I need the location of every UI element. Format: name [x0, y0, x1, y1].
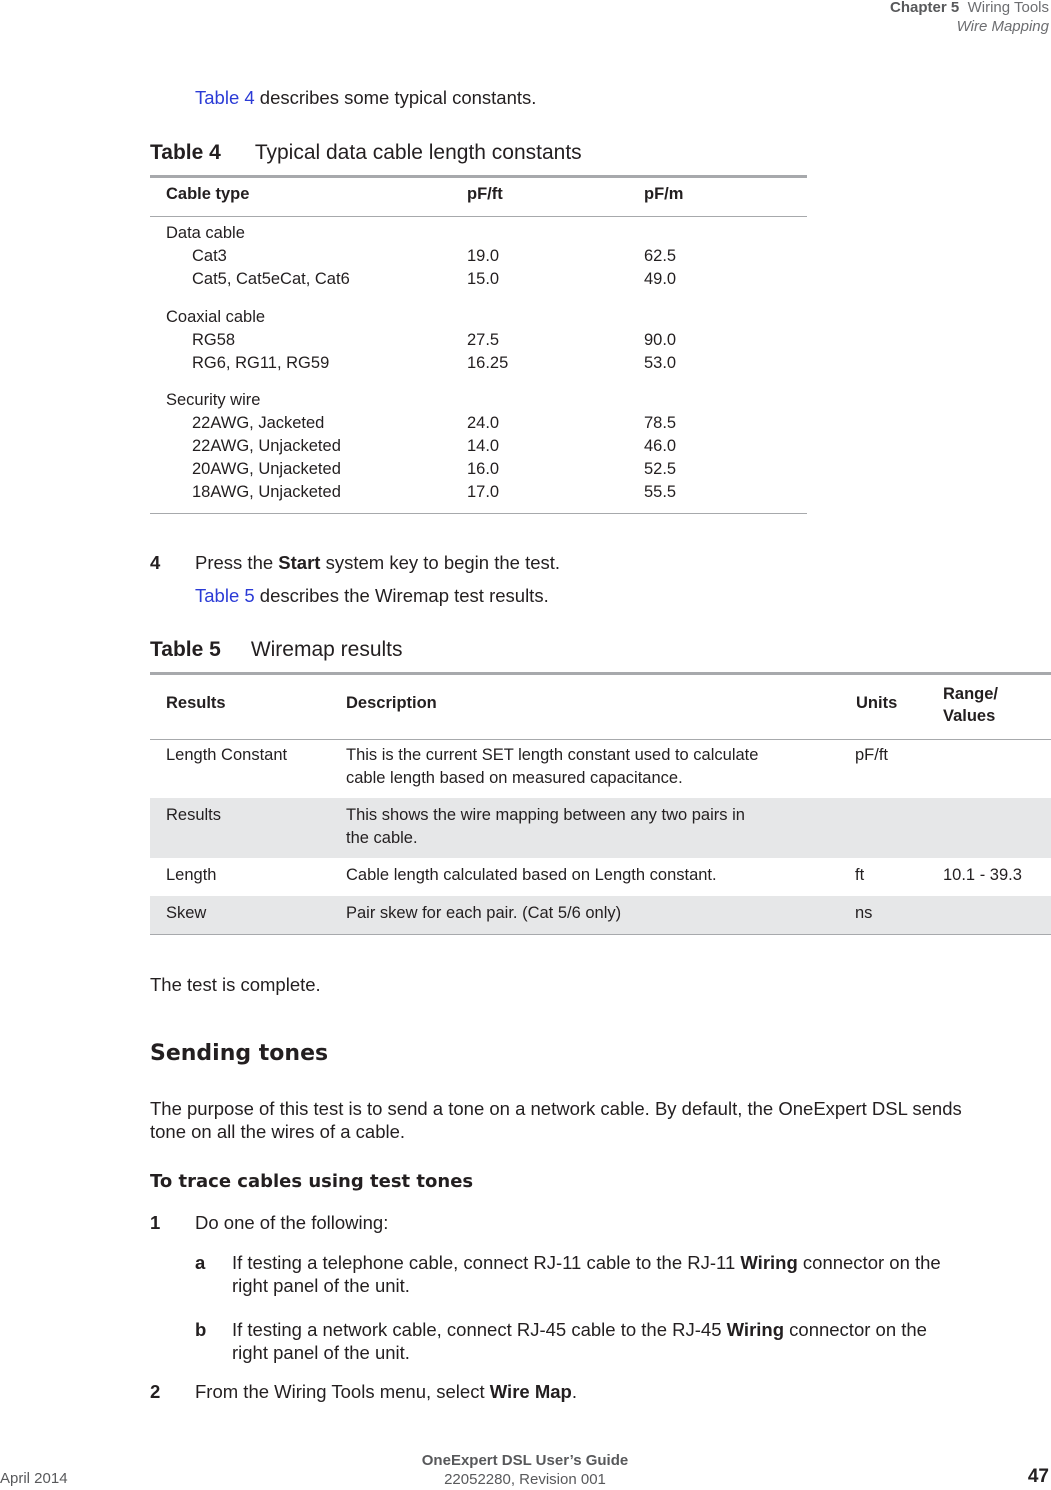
- description-line: cable length based on measured capacitance.: [346, 769, 683, 787]
- result-cell: Length Constant: [166, 746, 288, 764]
- intro-paragraph: [195, 86, 536, 109]
- substep-line2: right panel of the unit.: [232, 1342, 410, 1363]
- table4-header-pfm: pF/m: [644, 185, 684, 203]
- paragraph-line: tone on all the wires of a cable.: [150, 1121, 406, 1142]
- cable-type: 22AWG, Jacketed: [192, 414, 325, 432]
- table4-group-data-cable: [166, 222, 806, 291]
- table-row: [150, 740, 1051, 798]
- substep-a: [195, 1251, 1045, 1296]
- table4-bottom-rule: [150, 513, 807, 514]
- pfm-value: 78.5: [644, 414, 677, 432]
- table-row: [150, 858, 1051, 896]
- table-row: [166, 352, 806, 375]
- pfft-value: 16.25: [467, 354, 509, 372]
- pfft-value: 14.0: [467, 437, 500, 455]
- table4-label: Table 4: [150, 141, 221, 164]
- chapter-number: Chapter 5: [890, 0, 960, 16]
- table5-caption: [150, 638, 403, 662]
- pfft-value: 19.0: [467, 247, 500, 265]
- cable-type: Cat5, Cat5eCat, Cat6: [192, 270, 350, 288]
- range-header-line2: Values: [943, 707, 996, 725]
- pfft-value: 17.0: [467, 483, 500, 501]
- table-row: [166, 458, 806, 481]
- table4-caption: [150, 141, 582, 165]
- substep-b: [195, 1318, 1045, 1363]
- table-row: [166, 481, 806, 504]
- step-4: [150, 551, 1030, 574]
- cable-type: 20AWG, Unjacketed: [192, 460, 341, 478]
- footer-guide-title: OneExpert DSL User’s Guide: [421, 1452, 629, 1469]
- step-1: [150, 1211, 1030, 1234]
- table5-top-rule: [150, 672, 1051, 675]
- note-text: describes the Wiremap test results.: [254, 585, 549, 606]
- units-cell: pF/ft: [855, 746, 889, 764]
- substep-text: If testing a telephone cable, connect RJ-11 cable to the RJ-11: [232, 1252, 741, 1273]
- procedure-heading: To trace cables using test tones: [150, 1171, 474, 1192]
- range-cell: 10.1 - 39.3: [943, 866, 1022, 884]
- step-text-end: system key to begin the test.: [320, 552, 561, 573]
- complete-text: The test is complete.: [150, 974, 321, 995]
- substep-text-end: connector on the: [784, 1319, 927, 1340]
- table5-label: Table 5: [150, 638, 221, 661]
- intro-text: describes some typical constants.: [254, 87, 537, 108]
- pfft-value: 15.0: [467, 270, 500, 288]
- pfm-value: 62.5: [644, 247, 677, 265]
- result-cell: Length: [166, 866, 217, 884]
- table5-header-description: Description: [346, 694, 437, 712]
- wiring-label: Wiring: [740, 1252, 798, 1273]
- cable-type: 18AWG, Unjacketed: [192, 483, 341, 501]
- table4-header-rule: [150, 216, 807, 217]
- table-row: [166, 412, 806, 435]
- step-text-end: .: [571, 1381, 577, 1402]
- description-cell: Cable length calculated based on Length constant.: [346, 866, 717, 884]
- table4-link[interactable]: Table 4: [195, 87, 255, 108]
- units-cell: ns: [855, 904, 873, 922]
- table-row: [150, 896, 1051, 934]
- table-row: [166, 435, 806, 458]
- section-name: Wire Mapping: [956, 18, 1049, 35]
- footer-doc-number: 22052280, Revision 001: [444, 1471, 606, 1488]
- description-cell: [346, 744, 758, 790]
- paragraph-line: The purpose of this test is to send a tone on a network cable. By default, the OneExpert DSL sends: [150, 1098, 962, 1119]
- cable-type: RG6, RG11, RG59: [192, 354, 330, 372]
- cable-type: 22AWG, Unjacketed: [192, 437, 341, 455]
- footer-date: April 2014: [0, 1470, 68, 1487]
- range-header-line1: Range/: [943, 685, 999, 703]
- table4-group-security-wire: [166, 389, 806, 504]
- wire-map-label: Wire Map: [489, 1381, 572, 1402]
- step-number: 4: [150, 552, 161, 573]
- table4-top-rule: [150, 175, 807, 178]
- running-header: [890, 0, 1049, 36]
- chapter-title: Wiring Tools: [967, 0, 1049, 16]
- table5-header-range: [943, 683, 998, 727]
- group-name: Data cable: [166, 224, 245, 242]
- pfm-value: 49.0: [644, 270, 677, 288]
- units-cell: ft: [855, 866, 865, 884]
- table-row: [150, 798, 1051, 858]
- pfm-value: 53.0: [644, 354, 677, 372]
- section-paragraph: [150, 1097, 1050, 1143]
- page-number: 47: [1027, 1466, 1049, 1487]
- cable-type: RG58: [192, 331, 236, 349]
- wiring-label: Wiring: [726, 1319, 785, 1340]
- description-cell: [346, 804, 745, 850]
- substep-text-end: connector on the: [797, 1252, 941, 1273]
- result-cell: Skew: [166, 904, 207, 922]
- table4-group-coaxial-cable: [166, 306, 806, 375]
- description-line: the cable.: [346, 829, 418, 847]
- pfm-value: 55.5: [644, 483, 677, 501]
- pfft-value: 16.0: [467, 460, 500, 478]
- cable-type: Cat3: [192, 247, 227, 265]
- pfm-value: 90.0: [644, 331, 677, 349]
- result-cell: Results: [166, 806, 222, 824]
- substep-letter: b: [195, 1319, 207, 1340]
- description-line: This is the current SET length constant used to calculate: [346, 746, 759, 764]
- step-4-note: [195, 584, 549, 607]
- pfm-value: 46.0: [644, 437, 677, 455]
- table4-title: Typical data cable length constants: [254, 141, 582, 164]
- table5-title: Wiremap results: [250, 638, 403, 661]
- table5-header-units: Units: [856, 694, 898, 712]
- table4-header-pfft: pF/ft: [467, 185, 503, 203]
- table-row: [166, 245, 806, 268]
- group-name: Coaxial cable: [166, 308, 266, 326]
- step-text: Do one of the following:: [195, 1212, 389, 1233]
- substep-letter: a: [195, 1252, 206, 1273]
- description-line: This shows the wire mapping between any two pairs in: [346, 806, 745, 824]
- pfft-value: 24.0: [467, 414, 500, 432]
- table5-link[interactable]: Table 5: [195, 585, 255, 606]
- step-text: From the Wiring Tools menu, select: [195, 1381, 490, 1402]
- table4-header-type: Cable type: [166, 185, 250, 203]
- step-text: Press the: [195, 552, 279, 573]
- table-row: [166, 329, 806, 352]
- footer-center: [360, 1451, 690, 1489]
- substep-line2: right panel of the unit.: [232, 1275, 410, 1296]
- pfft-value: 27.5: [467, 331, 500, 349]
- step-2: [150, 1380, 1030, 1403]
- step-number: 1: [150, 1212, 161, 1233]
- description-cell: Pair skew for each pair. (Cat 5/6 only): [346, 904, 622, 922]
- pfm-value: 52.5: [644, 460, 677, 478]
- substep-text: If testing a network cable, connect RJ-45 cable to the RJ-45: [232, 1319, 727, 1340]
- start-key-label: Start: [278, 552, 321, 573]
- section-heading: Sending tones: [150, 1041, 329, 1066]
- table5-bottom-rule: [150, 934, 1051, 935]
- table-row: [166, 268, 806, 291]
- step-number: 2: [150, 1381, 161, 1402]
- table5-header-results: Results: [166, 694, 226, 712]
- group-name: Security wire: [166, 391, 261, 409]
